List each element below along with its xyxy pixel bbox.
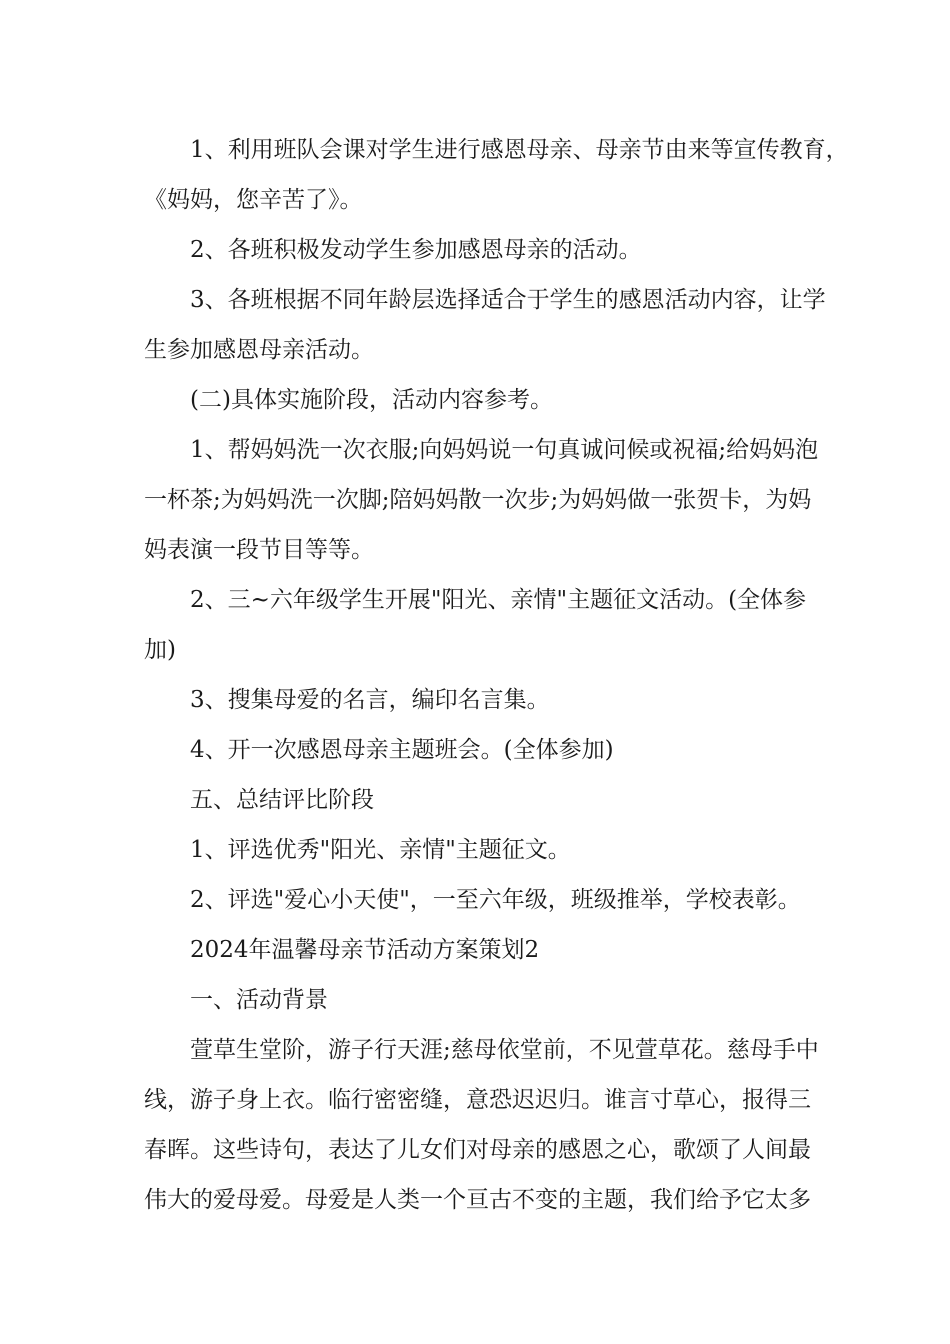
text-line: 4、开一次感恩母亲主题班会。(全体参加) (144, 737, 614, 763)
text-line: 《妈妈，您辛苦了》。 (144, 187, 363, 213)
text-line: 线，游子身上衣。临行密密缝，意恐迟迟归。谁言寸草心，报得三 (144, 1087, 811, 1113)
section-heading-summary (144, 775, 814, 825)
text-line: 一、活动背景 (144, 987, 328, 1013)
text-line: 加) (144, 637, 176, 663)
text-line: 春晖。这些诗句，表达了儿女们对母亲的感恩之心，歌颂了人间最 (144, 1137, 811, 1163)
text-line: 1、评选优秀"阳光、亲情"主题征文。 (144, 837, 571, 863)
text-line: 1、帮妈妈洗一次衣服;向妈妈说一句真诚问候或祝福;给妈妈泡 (144, 437, 819, 463)
text-line: 伟大的爱母爱。母爱是人类一个亘古不变的主题，我们给予它太多 (144, 1187, 811, 1213)
paragraph-summary-2 (144, 875, 814, 925)
text-line: 2024年温馨母亲节活动方案策划2 (144, 937, 540, 963)
text-line: 2、评选"爱心小天使"，一至六年级，班级推举，学校表彰。 (144, 887, 801, 913)
text-line: (二)具体实施阶段，活动内容参考。 (144, 387, 553, 413)
paragraph-activity-2 (144, 575, 814, 675)
text-line: 3、各班根据不同年龄层选择适合于学生的感恩活动内容，让学 (144, 287, 826, 313)
section-heading-implementation (144, 375, 814, 425)
text-line: 妈表演一段节目等等。 (144, 537, 374, 563)
text-line: 一杯茶;为妈妈洗一次脚;陪妈妈散一次步;为妈妈做一张贺卡，为妈 (144, 487, 812, 513)
paragraph-activity-4 (144, 725, 814, 775)
paragraph-activity-3 (144, 675, 814, 725)
paragraph-summary-1 (144, 825, 814, 875)
text-line: 1、利用班队会课对学生进行感恩母亲、母亲节由来等宣传教育， (144, 137, 849, 163)
document-title-2 (144, 925, 814, 975)
text-line: 萱草生堂阶，游子行天涯;慈母依堂前，不见萱草花。慈母手中 (144, 1037, 819, 1063)
paragraph-intro-3 (144, 275, 826, 375)
text-line: 3、搜集母爱的名言，编印名言集。 (144, 687, 550, 713)
paragraph-background-body (144, 1025, 819, 1225)
paragraph-intro-2 (144, 225, 814, 275)
text-line: 五、总结评比阶段 (144, 787, 374, 813)
text-line: 生参加感恩母亲活动。 (144, 337, 374, 363)
section-heading-background (144, 975, 814, 1025)
text-line: 2、三~六年级学生开展"阳光、亲情"主题征文活动。(全体参 (144, 587, 807, 613)
text-line: 2、各班积极发动学生参加感恩母亲的活动。 (144, 237, 642, 263)
paragraph-activity-1 (144, 425, 819, 575)
paragraph-intro-1 (144, 125, 849, 225)
